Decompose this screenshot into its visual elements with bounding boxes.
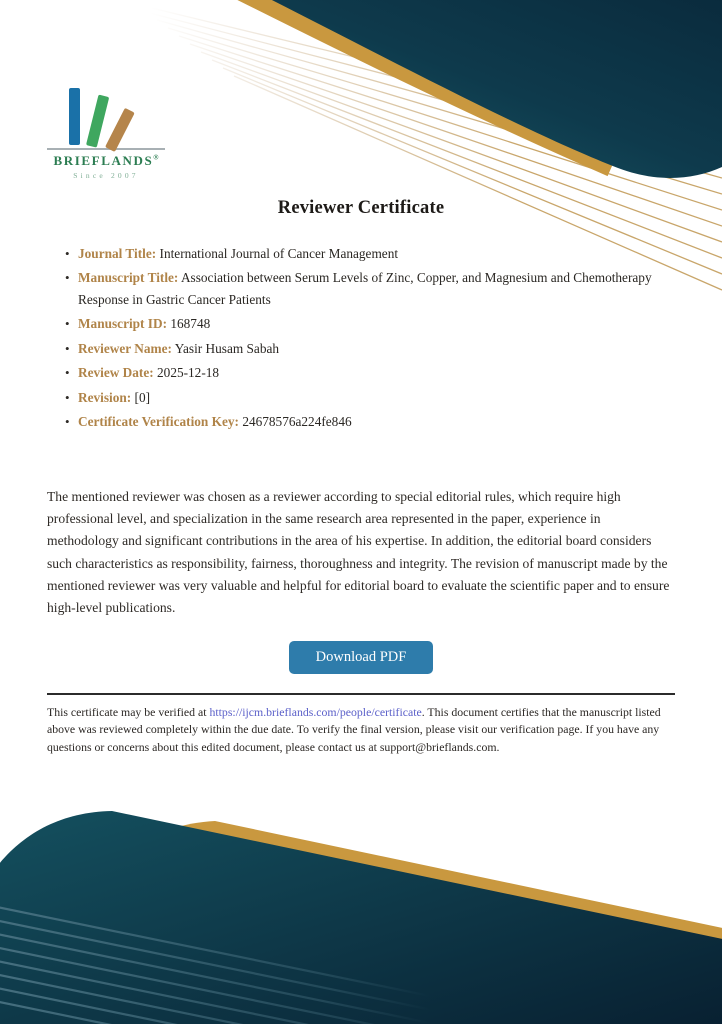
detail-label: Journal Title: [78,245,157,261]
detail-label: Review Date: [78,365,154,381]
note-text-after-link: . This document certifies that the manuscript listed above was reviewed completely within the due date. To verify the final version, please visit our verification page. If you have any questions or concerns about this edited document, please contact us at support@brieflands.com. [47,704,661,754]
logo-brand-text: BRIEFLANDS [53,152,154,168]
certificate-content [0,86,722,756]
detail-label: Manuscript Title: [78,270,179,286]
detail-label: Revision: [78,389,132,405]
detail-label: Reviewer Name: [78,340,172,356]
logo-brand-name [47,153,165,169]
detail-value: [0] [134,389,151,405]
detail-value: 168748 [170,316,211,332]
detail-review-date [78,362,670,384]
detail-journal-title [78,243,670,265]
detail-label: Certificate Verification Key: [78,414,239,430]
detail-value: 24678576a224fe846 [242,414,352,430]
green-book-icon [86,95,109,148]
logo-tagline: Since 2007 [73,170,139,180]
brieflands-logo [47,86,177,180]
detail-label: Manuscript ID: [78,316,168,332]
certificate-body-text: The mentioned reviewer was chosen as a reviewer according to special editorial rules, which require high professional level, and specialization in the same research area represented in the paper, experience in methodology and significant contributions in the area of his expertise. In addition, the editorial board considers such characteristics as responsibility, fairness, thoroughness and integrity. The revision of manuscript made by the mentioned reviewer was very valuable and helpful for editorial board to evaluate the scientific paper and to ensure high-level publications. [47,488,670,616]
verification-link[interactable]: https://ijcm.brieflands.com/people/certificate [209,704,422,719]
detail-revision [78,387,670,409]
logo-baseline [47,148,165,150]
teal-blob-bottom [0,811,722,1024]
books-icon [61,86,171,148]
button-row [47,641,675,674]
gold-band-bottom [55,821,722,1024]
tan-book-icon [105,108,135,152]
detail-value: International Journal of Cancer Management [159,245,399,261]
detail-manuscript-title [78,267,670,310]
detail-verification-key [78,411,670,433]
detail-value: Association between Serum Levels of Zinc, Copper, and Magnesium and Chemotherapy Response in Gastric Cancer Patients [78,270,652,307]
verification-note [47,704,675,757]
detail-manuscript-id [78,313,670,335]
detail-value: Yasir Husam Sabah [174,340,280,356]
detail-reviewer-name [78,338,670,360]
registered-mark: ® [153,153,159,162]
page-title: Reviewer Certificate [277,197,445,218]
note-text-before-link: This certificate may be verified at [47,704,210,719]
footer-divider [47,693,675,695]
download-pdf-button[interactable]: Download PDF [289,641,434,674]
certificate-details-list [47,243,675,433]
bottom-ornament [0,784,722,1024]
blue-book-icon [69,88,80,145]
teal-stripes [0,906,430,1024]
detail-value: 2025-12-18 [157,365,220,381]
